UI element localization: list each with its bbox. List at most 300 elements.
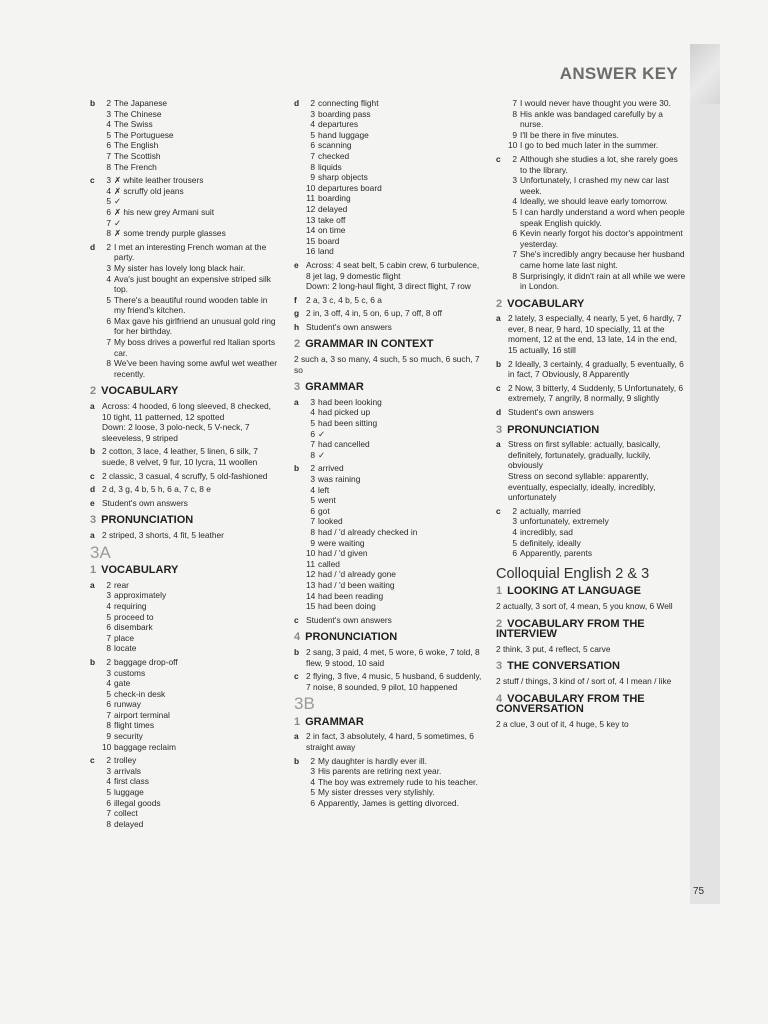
exercise-letter: b bbox=[90, 446, 96, 457]
answer-line bbox=[102, 130, 280, 141]
answer-text: looked bbox=[318, 516, 343, 527]
section-heading bbox=[496, 694, 686, 715]
item-number: 3 bbox=[310, 766, 315, 777]
item-number: 6 bbox=[310, 140, 315, 151]
answer-line bbox=[306, 463, 484, 474]
answer-line bbox=[508, 175, 686, 196]
item-number: 5 bbox=[106, 688, 111, 699]
answer-block bbox=[496, 407, 686, 418]
answer-text: I would never have thought you were 30. bbox=[520, 98, 671, 108]
answer-line bbox=[508, 130, 686, 141]
section-label: PRONUNCIATION bbox=[305, 631, 398, 644]
answer-text: had / 'd been waiting bbox=[318, 579, 395, 590]
answer-line bbox=[102, 109, 280, 120]
answer-text: got bbox=[318, 505, 330, 516]
exercise-letter: e bbox=[294, 259, 299, 270]
answer-block bbox=[496, 383, 686, 404]
item-number: 10 bbox=[306, 182, 316, 193]
item-number: 6 bbox=[106, 797, 111, 808]
exercise-letter: b bbox=[294, 463, 300, 474]
section-heading bbox=[496, 619, 686, 640]
answer-text: left bbox=[318, 484, 330, 495]
answer-line bbox=[102, 162, 280, 173]
answer-line bbox=[102, 689, 280, 700]
answer-text: board bbox=[318, 235, 340, 246]
answer-text: baggage drop-off bbox=[114, 656, 178, 667]
section-number: 3 bbox=[496, 660, 503, 673]
answer-text: unfortunately, extremely bbox=[520, 516, 609, 527]
item-number: 5 bbox=[310, 787, 315, 798]
answer-block bbox=[90, 530, 280, 541]
item-number: 11 bbox=[306, 193, 315, 204]
item-number: 7 bbox=[106, 808, 111, 819]
answer-text: Stress on second syllable: apparently, eventually, especially, ideally, incredibly, unfortunately bbox=[508, 471, 656, 503]
answer-text: The Swiss bbox=[114, 119, 153, 130]
answer-text: runway bbox=[114, 699, 141, 710]
answer-text: She's incredibly angry because her husband came home late last night. bbox=[520, 249, 685, 270]
answer-text: 2 stuff / things, 3 kind of / sort of, 4 I mean / like bbox=[496, 675, 672, 686]
answer-line bbox=[508, 471, 686, 503]
answer-text: 2 sang, 3 paid, 4 met, 5 wore, 6 woke, 7 told, 8 flew, 9 stood, 10 said bbox=[306, 646, 480, 668]
item-number: 3 bbox=[310, 108, 315, 119]
item-number: 3 bbox=[106, 262, 111, 273]
item-number: 5 bbox=[106, 294, 111, 305]
answer-line bbox=[306, 260, 484, 281]
answer-text: I met an interesting French woman at the party. bbox=[114, 241, 267, 263]
answer-line bbox=[102, 699, 280, 710]
answer-block bbox=[90, 657, 280, 752]
answer-block bbox=[90, 471, 280, 482]
answer-line bbox=[102, 263, 280, 274]
answer-text: airport terminal bbox=[114, 709, 170, 720]
section-number: 1 bbox=[496, 585, 503, 598]
answer-text: 2 Ideally, 3 certainly, 4 gradually, 5 eventually, 6 in fact, 7 Obviously, 8 Apparently bbox=[508, 358, 684, 380]
answer-text: requiring bbox=[114, 600, 147, 611]
answer-block bbox=[294, 260, 484, 292]
answer-line bbox=[102, 590, 280, 601]
answer-line bbox=[306, 407, 484, 418]
section-number: 3 bbox=[496, 423, 503, 436]
item-number: 8 bbox=[512, 108, 517, 119]
exercise-letter: d bbox=[90, 484, 96, 495]
item-number: 7 bbox=[106, 709, 111, 720]
answer-line bbox=[102, 612, 280, 623]
item-number: 7 bbox=[106, 150, 111, 161]
answer-line bbox=[102, 295, 280, 316]
answer-block bbox=[496, 313, 686, 355]
exercise-letter: c bbox=[294, 614, 299, 625]
item-number: 4 bbox=[106, 776, 111, 787]
answer-text: land bbox=[318, 246, 334, 257]
item-number: 7 bbox=[310, 516, 315, 527]
exercise-letter: c bbox=[90, 470, 95, 481]
answer-text: 2 classic, 3 casual, 4 scruffy, 5 old-fashioned bbox=[102, 470, 268, 481]
answer-text: 2 in, 3 off, 4 in, 5 on, 6 up, 7 off, 8 off bbox=[306, 308, 442, 319]
answer-line bbox=[306, 671, 484, 692]
answer-line bbox=[102, 196, 280, 207]
item-number: 8 bbox=[106, 643, 111, 654]
item-number: 10 bbox=[102, 741, 112, 752]
answer-text: had been looking bbox=[318, 396, 382, 407]
item-number: 4 bbox=[106, 185, 111, 196]
answer-text: departures bbox=[318, 119, 359, 130]
answer-text: take off bbox=[318, 214, 346, 225]
item-number: 4 bbox=[106, 678, 111, 689]
section-label: VOCABULARY bbox=[101, 564, 179, 577]
section-heading bbox=[294, 339, 484, 350]
section-number: 4 bbox=[294, 631, 301, 644]
section-number: 2 bbox=[496, 297, 503, 310]
answer-text: ✓ bbox=[318, 428, 326, 439]
answer-text: checked bbox=[318, 150, 350, 161]
answer-text: actually, married bbox=[520, 505, 581, 516]
answer-line bbox=[306, 215, 484, 226]
answer-line bbox=[102, 218, 280, 229]
answer-line bbox=[306, 559, 484, 570]
item-number: 7 bbox=[310, 439, 315, 450]
answer-line bbox=[102, 484, 280, 495]
item-number: 2 bbox=[512, 153, 517, 164]
section-heading bbox=[294, 717, 484, 728]
answer-line bbox=[102, 710, 280, 721]
answer-text: had / 'd already checked in bbox=[318, 526, 418, 537]
answer-text: sharp objects bbox=[318, 172, 368, 183]
section-label: VOCABULARY bbox=[507, 297, 585, 310]
answer-text: Down: 2 loose, 3 polo-neck, 5 V-neck, 7 sleeveless, 9 striped bbox=[102, 422, 250, 443]
page-number: 75 bbox=[693, 886, 705, 897]
answer-text: My sister dresses very stylishly. bbox=[318, 787, 435, 798]
answer-text: had cancelled bbox=[318, 439, 370, 450]
exercise-letter: b bbox=[90, 98, 96, 108]
answer-line bbox=[102, 228, 280, 239]
answer-text: luggage bbox=[114, 787, 144, 798]
answer-text: were waiting bbox=[318, 537, 365, 548]
answer-block bbox=[90, 446, 280, 467]
section-heading bbox=[496, 425, 686, 436]
answer-line bbox=[306, 308, 484, 319]
answer-line bbox=[508, 228, 686, 249]
item-number: 3 bbox=[310, 396, 315, 407]
item-number: 6 bbox=[310, 505, 315, 516]
answer-text: 2 striped, 3 shorts, 4 fit, 5 leather bbox=[102, 529, 224, 540]
item-number: 5 bbox=[310, 495, 315, 506]
item-number: 9 bbox=[310, 172, 315, 183]
answer-text: Stress on first syllable: actually, basically, definitely, fortunately, gradually, luckily, obviously bbox=[508, 439, 661, 471]
item-number: 5 bbox=[106, 611, 111, 622]
answer-line bbox=[306, 236, 484, 247]
answer-text: security bbox=[114, 731, 143, 742]
answer-line bbox=[306, 506, 484, 517]
answer-line bbox=[306, 601, 484, 612]
answer-line bbox=[306, 439, 484, 450]
answer-text: incredibly, sad bbox=[520, 526, 573, 537]
answer-line bbox=[306, 281, 484, 292]
answer-text: disembark bbox=[114, 622, 153, 633]
item-number: 3 bbox=[512, 516, 517, 527]
exercise-letter: a bbox=[496, 313, 501, 324]
answer-text: first class bbox=[114, 776, 149, 787]
answer-text: 2 such a, 3 so many, 4 such, 5 so much, 6 such, 7 so bbox=[294, 354, 480, 375]
answer-text: Student's own answers bbox=[306, 321, 392, 332]
answer-block bbox=[496, 506, 686, 559]
answer-block bbox=[90, 98, 280, 172]
item-number: 3 bbox=[106, 765, 111, 776]
answer-text: baggage reclaim bbox=[114, 741, 176, 752]
answer-text: The Japanese bbox=[114, 98, 168, 108]
answer-line bbox=[102, 742, 280, 753]
answer-text: Unfortunately, I crashed my new car last week. bbox=[520, 175, 669, 196]
answer-text: connecting flight bbox=[318, 98, 379, 108]
answer-line bbox=[102, 787, 280, 798]
answer-block bbox=[90, 498, 280, 509]
exercise-letter: h bbox=[294, 321, 300, 332]
answer-line bbox=[102, 337, 280, 358]
side-tab-corner bbox=[690, 44, 720, 104]
answer-line bbox=[102, 401, 280, 422]
answer-line bbox=[306, 322, 484, 333]
exercise-letter: d bbox=[90, 241, 96, 252]
answer-text: had been reading bbox=[318, 590, 384, 601]
item-number: 2 bbox=[310, 98, 315, 108]
answer-text: had picked up bbox=[318, 407, 371, 418]
answer-text: The boy was extremely rude to his teacher. bbox=[318, 776, 478, 787]
item-number: 13 bbox=[306, 579, 316, 590]
answer-text: ✗ some trendy purple glasses bbox=[114, 228, 226, 239]
answer-text: The French bbox=[114, 161, 157, 172]
item-number: 8 bbox=[310, 449, 315, 460]
item-number: 5 bbox=[106, 196, 111, 207]
answer-text: Apparently, James is getting divorced. bbox=[318, 798, 459, 809]
section-number: 3 bbox=[90, 514, 97, 527]
answer-block bbox=[90, 242, 280, 380]
item-number: 7 bbox=[106, 217, 111, 228]
answer-text: delayed bbox=[318, 203, 348, 214]
answer-line bbox=[102, 186, 280, 197]
item-number: 6 bbox=[512, 228, 517, 239]
answer-text: Student's own answers bbox=[306, 614, 392, 625]
answer-block bbox=[294, 671, 484, 692]
column-1 bbox=[90, 98, 280, 832]
answer-text: 2 a, 3 c, 4 b, 5 c, 6 a bbox=[306, 294, 382, 305]
item-number: 4 bbox=[310, 119, 315, 130]
answer-block bbox=[294, 98, 484, 257]
section-number: 3 bbox=[294, 381, 301, 394]
section-label: VOCABULARY FROM THE INTERVIEW bbox=[496, 617, 645, 641]
exercise-letter: c bbox=[496, 382, 501, 393]
answer-line bbox=[306, 225, 484, 236]
answer-text: 2 lately, 3 especially, 4 nearly, 5 yet, 6 hardly, 7 ever, 8 near, 9 hard, 10 specially, 11 at the moment, 12 at the end, 13 late, 14 in the end, 15 actually, 16 still bbox=[508, 313, 682, 356]
answer-line bbox=[306, 495, 484, 506]
exercise-letter: c bbox=[496, 505, 501, 516]
exercise-letter: b bbox=[294, 755, 300, 766]
answer-text: was raining bbox=[318, 474, 361, 484]
item-number: 6 bbox=[106, 699, 111, 710]
answer-line bbox=[102, 151, 280, 162]
answer-line bbox=[102, 580, 280, 591]
answer-text: locate bbox=[114, 643, 137, 654]
answer-text: had been doing bbox=[318, 601, 376, 612]
answer-text: hand luggage bbox=[318, 129, 369, 140]
answer-text: His ankle was bandaged carefully by a nurse. bbox=[520, 108, 663, 130]
answer-block bbox=[90, 484, 280, 495]
item-number: 14 bbox=[306, 590, 316, 601]
item-number: 2 bbox=[106, 656, 111, 667]
section-label: PRONUNCIATION bbox=[507, 423, 600, 436]
answer-line bbox=[508, 196, 686, 207]
answer-line bbox=[306, 429, 484, 440]
section-heading bbox=[90, 386, 280, 397]
answer-line bbox=[306, 295, 484, 306]
answer-line bbox=[508, 383, 686, 404]
item-number: 8 bbox=[310, 526, 315, 537]
answer-text: Kevin nearly forgot his doctor's appointment yesterday. bbox=[520, 228, 683, 249]
answer-line bbox=[102, 622, 280, 633]
item-number: 7 bbox=[512, 98, 517, 108]
item-number: 4 bbox=[512, 196, 517, 207]
answer-line bbox=[306, 140, 484, 151]
item-number: 10 bbox=[508, 140, 518, 151]
answer-line bbox=[306, 766, 484, 777]
answer-block bbox=[294, 308, 484, 319]
answer-line bbox=[102, 819, 280, 830]
answer-text: ✗ white leather trousers bbox=[114, 175, 204, 186]
answer-text: 2 actually, 3 sort of, 4 mean, 5 you know, 6 Well bbox=[496, 600, 673, 611]
answer-block bbox=[294, 295, 484, 306]
answer-text: check-in desk bbox=[114, 688, 166, 699]
answer-text: 2 think, 3 put, 4 reflect, 5 carve bbox=[496, 643, 611, 654]
section-label: GRAMMAR IN CONTEXT bbox=[305, 338, 434, 351]
answer-line bbox=[508, 538, 686, 549]
answer-line bbox=[306, 151, 484, 162]
section-heading bbox=[90, 565, 280, 576]
item-number: 5 bbox=[310, 129, 315, 140]
item-number: 2 bbox=[310, 755, 315, 766]
item-number: 6 bbox=[106, 622, 111, 633]
answer-text: My boss drives a powerful red Italian sports car. bbox=[114, 337, 276, 358]
answer-text: His parents are retiring next year. bbox=[318, 766, 442, 777]
answer-text: I go to bed much later in the summer. bbox=[520, 140, 659, 151]
answer-line bbox=[102, 720, 280, 731]
answer-line bbox=[306, 485, 484, 496]
answer-text: approximately bbox=[114, 590, 167, 601]
answer-line bbox=[306, 172, 484, 183]
item-number: 9 bbox=[512, 129, 517, 140]
exercise-letter: e bbox=[90, 497, 95, 508]
item-number: 9 bbox=[106, 731, 111, 742]
answer-block bbox=[496, 439, 686, 503]
answer-block bbox=[294, 731, 484, 752]
exercise-letter: c bbox=[90, 755, 95, 766]
section-heading bbox=[496, 586, 686, 597]
section-label: VOCABULARY bbox=[101, 385, 179, 398]
answer-line bbox=[102, 776, 280, 787]
answer-line bbox=[306, 246, 484, 257]
answer-line bbox=[306, 777, 484, 788]
item-number: 3 bbox=[106, 175, 111, 186]
answer-line bbox=[306, 474, 484, 485]
answer-line bbox=[102, 207, 280, 218]
answer-text: The Chinese bbox=[114, 108, 162, 119]
answer-line bbox=[102, 755, 280, 766]
item-number: 5 bbox=[310, 418, 315, 429]
item-number: 8 bbox=[106, 228, 111, 239]
item-number: 2 bbox=[106, 755, 111, 766]
answer-line bbox=[102, 471, 280, 482]
answer-line bbox=[102, 678, 280, 689]
section-heading bbox=[496, 661, 686, 672]
answer-line bbox=[306, 580, 484, 591]
answer-line bbox=[102, 731, 280, 742]
answer-line bbox=[306, 109, 484, 120]
answer-text: had been sitting bbox=[318, 418, 378, 429]
answer-text: customs bbox=[114, 667, 146, 678]
item-number: 3 bbox=[106, 590, 111, 601]
section-label: LOOKING AT LANGUAGE bbox=[507, 585, 641, 598]
exercise-letter: f bbox=[294, 294, 297, 305]
item-number: 5 bbox=[106, 129, 111, 140]
item-number: 6 bbox=[512, 548, 517, 559]
exercise-letter: b bbox=[294, 646, 300, 657]
answer-text: Max gave his girlfriend an unusual gold ring for her birthday. bbox=[114, 315, 276, 337]
answer-text: rear bbox=[114, 579, 129, 590]
answer-line bbox=[306, 204, 484, 215]
item-number: 4 bbox=[106, 119, 111, 130]
item-number: 2 bbox=[310, 463, 315, 474]
answer-text: definitely, ideally bbox=[520, 537, 581, 548]
answer-line bbox=[306, 130, 484, 141]
answer-line bbox=[306, 418, 484, 429]
answer-line bbox=[306, 538, 484, 549]
answer-line bbox=[306, 569, 484, 580]
answer-line bbox=[102, 422, 280, 443]
column-3 bbox=[496, 98, 686, 729]
exercise-letter: a bbox=[294, 731, 299, 742]
exercise-letter: a bbox=[90, 401, 95, 412]
item-number: 10 bbox=[306, 548, 316, 559]
answer-text: Ava's just bought an expensive striped silk top. bbox=[114, 273, 271, 295]
answer-line bbox=[102, 446, 280, 467]
answer-line bbox=[102, 643, 280, 654]
answer-block bbox=[90, 401, 280, 443]
answer-text: had / 'd already gone bbox=[318, 569, 396, 580]
item-number: 14 bbox=[306, 225, 316, 236]
item-number: 15 bbox=[306, 235, 316, 246]
answer-line bbox=[306, 548, 484, 559]
answer-block bbox=[294, 322, 484, 333]
answer-text: ✓ bbox=[318, 449, 326, 460]
answer-text: 2 flying, 3 five, 4 music, 5 husband, 6 suddenly, 7 noise, 8 sounded, 9 pilot, 10 happened bbox=[306, 671, 482, 692]
answer-block bbox=[90, 175, 280, 239]
item-number: 2 bbox=[106, 579, 111, 590]
item-number: 12 bbox=[306, 569, 316, 580]
section-label: THE CONVERSATION bbox=[507, 660, 620, 673]
answer-line bbox=[508, 407, 686, 418]
item-number: 2 bbox=[106, 98, 111, 108]
section-label: GRAMMAR bbox=[305, 381, 364, 394]
answer-line bbox=[508, 207, 686, 228]
answer-line bbox=[306, 397, 484, 408]
answer-text: I'll be there in five minutes. bbox=[520, 129, 619, 140]
section-heading bbox=[294, 382, 484, 393]
section-label: VOCABULARY FROM THE CONVERSATION bbox=[496, 692, 645, 716]
item-number: 16 bbox=[306, 246, 316, 257]
exercise-letter: b bbox=[496, 358, 502, 369]
answer-line bbox=[306, 183, 484, 194]
exercise-letter: a bbox=[294, 396, 299, 407]
item-number: 6 bbox=[310, 798, 315, 809]
item-number: 3 bbox=[106, 667, 111, 678]
answer-block bbox=[90, 580, 280, 654]
